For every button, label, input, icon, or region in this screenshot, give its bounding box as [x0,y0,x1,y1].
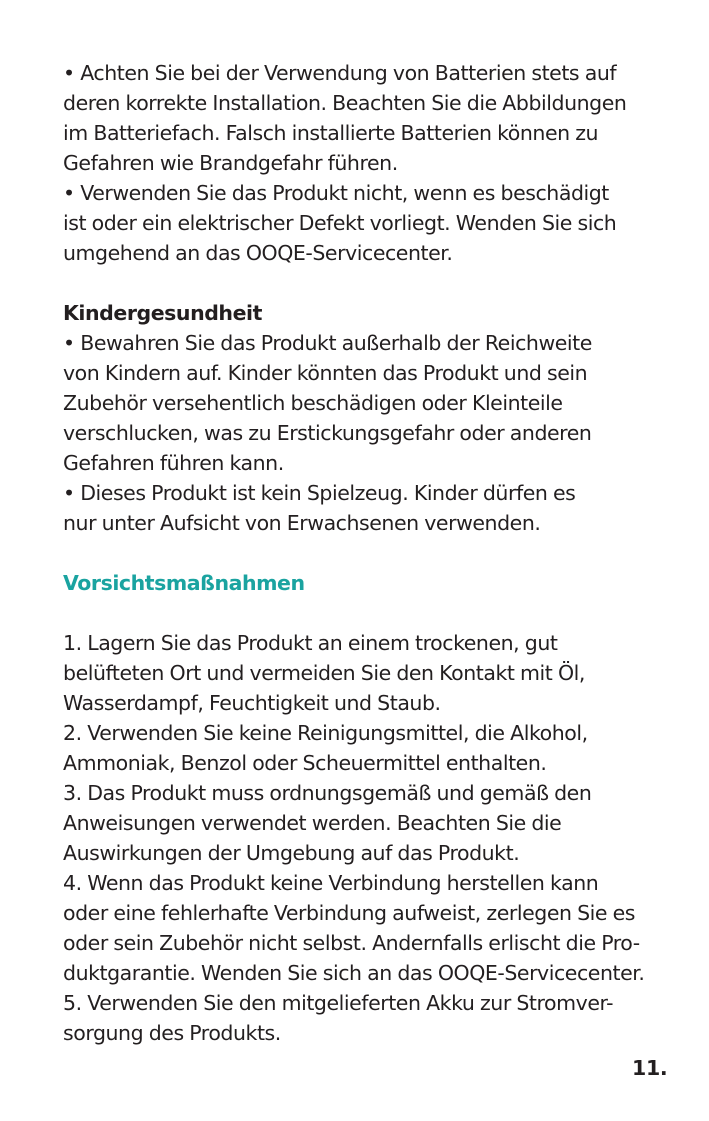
manual-page [63,58,698,1048]
text-line: 1. Lagern Sie das Produkt an einem trockenen, gut [63,631,558,655]
text-line: Zubehör versehentlich beschädigen oder Kleinteile [63,391,563,415]
child-health-section [63,298,698,538]
text-line: 4. Wenn das Produkt keine Verbindung herstellen kann [63,871,599,895]
text-line: 3. Das Produkt muss ordnungsgemäß und gemäß den [63,781,592,805]
text-line: Auswirkungen der Umgebung auf das Produkt. [63,841,520,865]
text-line: umgehend an das OOQE-Servicecenter. [63,241,453,265]
text-line: • Achten Sie bei der Verwendung von Batterien stets auf [63,61,617,85]
text-line: ist oder ein elektrischer Defekt vorliegt. Wenden Sie sich [63,211,617,235]
spacer [63,268,698,298]
text-line: sorgung des Produkts. [63,1021,281,1045]
text-line: Gefahren wie Brandgefahr führen. [63,151,398,175]
text-line: oder sein Zubehör nicht selbst. Andernfalls erlischt die Pro- [63,931,640,955]
precautions-section [63,628,698,1048]
text-line: 2. Verwenden Sie keine Reinigungsmittel, die Alkohol, [63,721,588,745]
text-line: • Dieses Produkt ist kein Spielzeug. Kinder dürfen es [63,481,576,505]
text-line: belüfteten Ort und vermeiden Sie den Kontakt mit Öl, [63,661,585,685]
text-line: Ammoniak, Benzol oder Scheuermittel enthalten. [63,751,547,775]
text-line: 5. Verwenden Sie den mitgelieferten Akku zur Stromver- [63,991,614,1015]
text-line: nur unter Aufsicht von Erwachsenen verwenden. [63,511,541,535]
text-line: Anweisungen verwendet werden. Beachten Sie die [63,811,562,835]
child-health-heading: Kindergesundheit [63,301,262,325]
text-line: im Batteriefach. Falsch installierte Batterien können zu [63,121,599,145]
spacer [63,538,698,568]
text-line: • Bewahren Sie das Produkt außerhalb der Reichweite [63,331,592,355]
text-line: oder eine fehlerhafte Verbindung aufweist, zerlegen Sie es [63,901,636,925]
battery-safety-section [63,58,698,268]
page-number: 11. [632,1056,668,1080]
text-line: duktgarantie. Wenden Sie sich an das OOQE-Servicecenter. [63,961,645,985]
text-line: Gefahren führen kann. [63,451,284,475]
text-line: deren korrekte Installation. Beachten Sie die Abbildungen [63,91,627,115]
text-line: Wasserdampf, Feuchtigkeit und Staub. [63,691,441,715]
text-line: • Verwenden Sie das Produkt nicht, wenn es beschädigt [63,181,609,205]
precautions-heading: Vorsichtsmaßnahmen [63,571,305,595]
spacer [63,598,698,628]
text-line: verschlucken, was zu Erstickungsgefahr oder anderen [63,421,592,445]
text-line: von Kindern auf. Kinder könnten das Produkt und sein [63,361,588,385]
